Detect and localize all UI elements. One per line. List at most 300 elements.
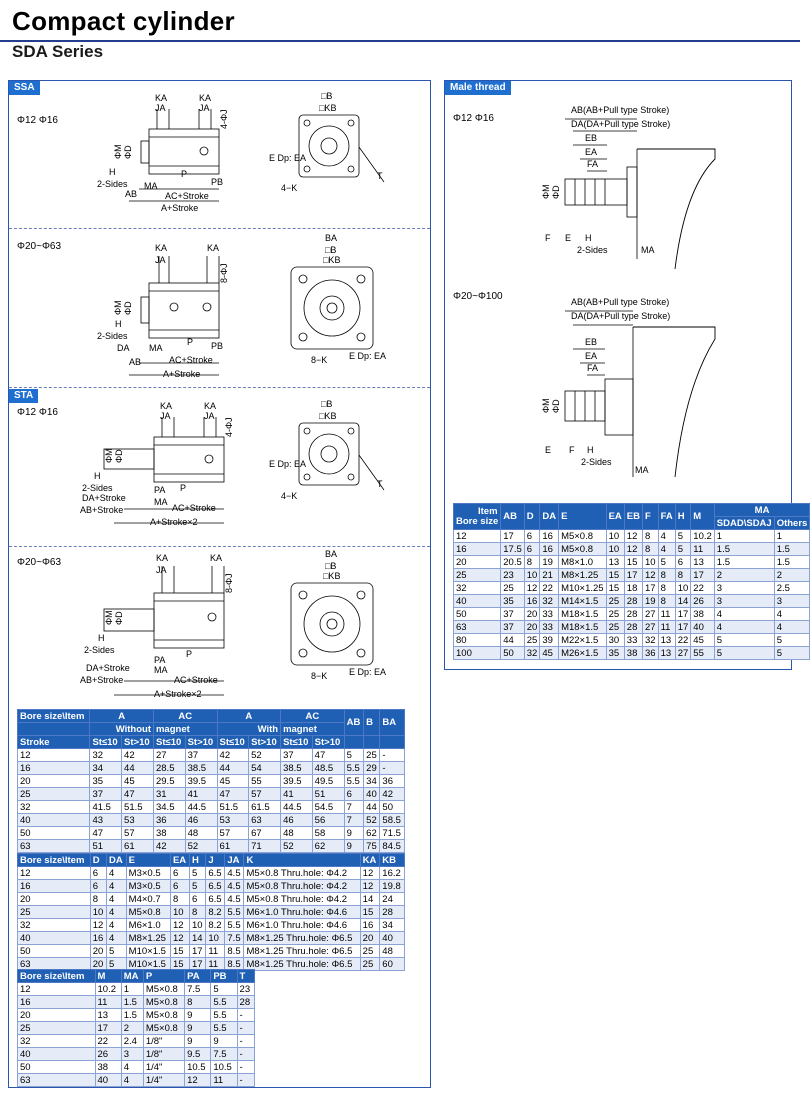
t3-header: MA	[121, 970, 143, 983]
tm-cell: 3	[774, 595, 810, 608]
t3-cell: 1	[121, 983, 143, 996]
t3-cell: 7.5	[185, 983, 211, 996]
t1-h-ac2: AC	[281, 710, 345, 723]
t2-cell: 8	[190, 906, 206, 919]
tm-cell: 25	[606, 595, 624, 608]
tm-cell: 3	[714, 582, 774, 595]
t1-h-magnet2: magnet	[281, 723, 345, 736]
t1-cell: 63	[249, 814, 281, 827]
svg-text:□B: □B	[321, 399, 333, 409]
tm-cell: 6	[524, 543, 540, 556]
svg-text:H: H	[109, 167, 116, 177]
t2-cell: 6.5	[206, 893, 225, 906]
tm-cell: 2	[714, 569, 774, 582]
t2-cell: 25	[360, 945, 380, 958]
tm-cell: 28	[624, 621, 642, 634]
t2-cell: 15	[360, 906, 380, 919]
tm-cell: 8	[524, 556, 540, 569]
svg-text:MA: MA	[635, 465, 649, 475]
t2-cell: 16.2	[380, 867, 405, 880]
t1-cell: 45	[217, 775, 249, 788]
t3-cell: M5×0.8	[143, 996, 184, 1009]
svg-text:T: T	[377, 479, 383, 489]
t1-cell: 58	[312, 827, 344, 840]
bore-label-male-small: Φ12 Φ16	[453, 113, 494, 124]
tm-cell: 40	[691, 621, 715, 634]
t3-header: PB	[211, 970, 237, 983]
tm-h-f: F	[643, 504, 659, 530]
t2-cell: 15	[170, 945, 189, 958]
t3-cell: -	[237, 1035, 254, 1048]
svg-text:2-Sides: 2-Sides	[577, 245, 608, 255]
svg-text:ΦM: ΦM	[104, 448, 114, 463]
table-row	[454, 621, 810, 634]
t1-cell: 39.5	[185, 775, 217, 788]
tm-cell: 13	[658, 647, 675, 660]
t1-h-ab: AB	[344, 710, 364, 736]
t2-cell: 40	[18, 932, 91, 945]
t1-h-with: With	[217, 723, 281, 736]
svg-text:KA: KA	[199, 93, 212, 103]
tm-cell: 5	[774, 647, 810, 660]
tm-cell: 8	[643, 530, 659, 543]
svg-text:□KB: □KB	[323, 255, 341, 265]
svg-text:A+Stroke: A+Stroke	[161, 203, 199, 213]
svg-text:□B: □B	[321, 91, 333, 101]
tm-cell: 25	[524, 634, 540, 647]
t1-cell: 46	[185, 814, 217, 827]
t1-cell: 67	[249, 827, 281, 840]
dimension-table-c	[17, 969, 255, 1087]
svg-text:AC+Stroke: AC+Stroke	[165, 191, 209, 201]
tm-cell: 8	[658, 595, 675, 608]
t1-cell: 29	[364, 762, 380, 775]
tm-cell: 14	[675, 595, 691, 608]
t3-cell: M5×0.8	[143, 983, 184, 996]
t2-cell: 15	[170, 958, 189, 971]
tm-cell: 50	[501, 647, 525, 660]
tm-cell: 39	[540, 634, 559, 647]
t1-cell: 27	[153, 749, 185, 762]
t2-cell: 4	[107, 919, 127, 932]
t3-cell: 10.5	[185, 1061, 211, 1074]
tm-cell: 44	[501, 634, 525, 647]
tm-cell: 25	[501, 582, 525, 595]
t1-cell: 16	[18, 762, 90, 775]
tm-cell: 16	[524, 595, 540, 608]
t3-header: T	[237, 970, 254, 983]
table-row	[18, 762, 405, 775]
t2-cell: M8×1.25 Thru.hole: Φ6.5	[244, 932, 360, 945]
dimension-table-a	[17, 709, 405, 853]
t2-header: Bore size\Item	[18, 854, 91, 867]
svg-text:FA: FA	[587, 363, 599, 373]
t2-cell: 10	[170, 906, 189, 919]
t3-cell: 7.5	[211, 1048, 237, 1061]
svg-text:DA+Stroke: DA+Stroke	[82, 493, 126, 503]
t2-cell: 5	[107, 958, 127, 971]
tm-cell: 1	[774, 530, 810, 543]
tm-cell: 12	[624, 543, 642, 556]
t1-cell: 41	[281, 788, 313, 801]
svg-text:A+Stroke×2: A+Stroke×2	[154, 689, 202, 699]
svg-text:ΦD: ΦD	[123, 301, 133, 315]
t2-cell: 40	[380, 932, 405, 945]
tm-cell: 15	[624, 556, 642, 569]
t2-cell: 10	[190, 919, 206, 932]
t2-cell: 14	[360, 893, 380, 906]
tm-h-item	[454, 504, 501, 530]
svg-text:KA: KA	[204, 401, 217, 411]
t2-cell: 5	[190, 867, 206, 880]
t1-cell: 5	[344, 749, 364, 762]
tm-cell: 19	[540, 556, 559, 569]
tm-cell: 33	[540, 621, 559, 634]
t1-cell: 20	[18, 775, 90, 788]
table-row	[18, 814, 405, 827]
tm-h-da: DA	[540, 504, 559, 530]
svg-text:DA(DA+Pull type Stroke): DA(DA+Pull type Stroke)	[571, 119, 671, 129]
t2-cell: 19.8	[380, 880, 405, 893]
t3-cell: 16	[18, 996, 96, 1009]
t1-cell: 42	[122, 749, 154, 762]
t2-cell: 20	[18, 893, 91, 906]
svg-text:2-Sides: 2-Sides	[82, 483, 113, 493]
t1-cell: 44.5	[185, 801, 217, 814]
t1-h-magnet: magnet	[153, 723, 217, 736]
t3-cell: 1/4"	[143, 1061, 184, 1074]
t1-cell: 36	[153, 814, 185, 827]
table-row	[454, 543, 810, 556]
t1-h-without: Without	[90, 723, 154, 736]
tm-cell: 27	[643, 621, 659, 634]
table-row	[454, 608, 810, 621]
bore-label-ssa-small: Φ12 Φ16	[17, 115, 58, 126]
svg-text:DA: DA	[117, 343, 130, 353]
ssa-large-front-view	[269, 231, 419, 371]
t2-cell: 6.5	[206, 867, 225, 880]
t2-cell: 8.5	[225, 945, 244, 958]
t1-cell: 52	[185, 840, 217, 853]
tm-cell: 8	[643, 543, 659, 556]
t1-cell: 57	[122, 827, 154, 840]
t3-cell: 10.2	[95, 983, 121, 996]
svg-text:8−K: 8−K	[311, 355, 328, 365]
tm-cell: 27	[643, 608, 659, 621]
svg-text:KA: KA	[155, 243, 168, 253]
divider-1	[9, 228, 430, 229]
divider-2	[9, 387, 430, 388]
svg-text:JA: JA	[155, 255, 166, 265]
svg-text:KA: KA	[160, 401, 173, 411]
svg-text:□KB: □KB	[319, 411, 337, 421]
tm-cell: 1	[714, 530, 774, 543]
t1-blank	[364, 736, 380, 749]
t3-cell: 38	[95, 1061, 121, 1074]
tm-cell: 17	[675, 608, 691, 621]
t3-cell: M5×0.8	[143, 1022, 184, 1035]
t2-cell: 6.5	[206, 880, 225, 893]
t2-cell: 6	[170, 880, 189, 893]
t2-cell: 12	[360, 880, 380, 893]
t1-stroke-sub: St>10	[312, 736, 344, 749]
t2-cell: M3×0.5	[126, 880, 170, 893]
svg-text:AB: AB	[129, 357, 142, 367]
t2-cell: 8.5	[225, 958, 244, 971]
t1-cell: 9	[344, 827, 364, 840]
svg-text:PB: PB	[211, 341, 224, 351]
tm-h-item-label: Item	[478, 505, 498, 517]
svg-text:DA+Stroke: DA+Stroke	[86, 663, 130, 673]
tm-cell: 30	[606, 634, 624, 647]
t2-cell: M8×1.25 Thru.hole: Φ6.5	[244, 945, 360, 958]
tm-h-bore-label: Bore size	[456, 515, 499, 527]
t2-header: EA	[170, 854, 189, 867]
t2-cell: 24	[380, 893, 405, 906]
t1-blank	[380, 736, 405, 749]
t1-h-bore: Bore size\Item	[18, 710, 90, 723]
t1-cell: 9	[344, 840, 364, 853]
svg-text:4-ΦJ: 4-ΦJ	[224, 417, 234, 437]
t3-cell: 2	[121, 1022, 143, 1035]
t1-stroke-sub: St>10	[249, 736, 281, 749]
tm-cell: 32	[643, 634, 659, 647]
t1-cell: 43	[90, 814, 122, 827]
svg-text:E: E	[545, 445, 552, 455]
t1-cell: 75	[364, 840, 380, 853]
t3-cell: 1.5	[121, 1009, 143, 1022]
t3-cell: 12	[185, 1074, 211, 1087]
bore-label-male-large: Φ20~Φ100	[453, 291, 503, 302]
svg-text:AB+Stroke: AB+Stroke	[80, 505, 124, 515]
t1-cell: 51	[90, 840, 122, 853]
t1-cell: 61	[122, 840, 154, 853]
table-row	[18, 1061, 255, 1074]
t1-cell: 7	[344, 801, 364, 814]
tm-h-ea: EA	[606, 504, 624, 530]
t1-cell: 47	[90, 827, 122, 840]
t2-cell: 5	[107, 945, 127, 958]
t1-cell: 49.5	[312, 775, 344, 788]
table-row	[18, 1074, 255, 1087]
svg-text:2-Sides: 2-Sides	[84, 645, 115, 655]
t1-cell: 48	[185, 827, 217, 840]
table-row	[18, 867, 405, 880]
tm-cell: 80	[454, 634, 501, 647]
t1-stroke-header: Stroke	[18, 736, 90, 749]
tm-cell: 28	[624, 595, 642, 608]
svg-text:KA: KA	[155, 93, 168, 103]
tm-cell: 22	[691, 582, 715, 595]
t2-cell: 4	[107, 906, 127, 919]
t1-cell: 5.5	[344, 762, 364, 775]
t2-cell: 4.5	[225, 867, 244, 880]
left-panel	[8, 80, 431, 1088]
tm-cell: 11	[658, 621, 675, 634]
svg-text:2-Sides: 2-Sides	[97, 179, 128, 189]
t1-cell: 6	[344, 788, 364, 801]
t1-cell: 25	[364, 749, 380, 762]
svg-text:MA: MA	[154, 665, 168, 675]
t2-cell: 10	[206, 932, 225, 945]
svg-text:AB: AB	[125, 189, 138, 199]
tm-cell: 25	[606, 621, 624, 634]
tm-cell: 4	[658, 543, 675, 556]
table-row	[454, 634, 810, 647]
tm-cell: 27	[675, 647, 691, 660]
tm-cell: 22	[675, 634, 691, 647]
t2-cell: 12	[18, 867, 91, 880]
tm-cell: 16	[540, 530, 559, 543]
tm-cell: 21	[540, 569, 559, 582]
t1-cell: 61	[217, 840, 249, 853]
tm-cell: M14×1.5	[559, 595, 607, 608]
tm-cell: 23	[501, 569, 525, 582]
tm-cell: 15	[606, 582, 624, 595]
table-row	[18, 983, 255, 996]
svg-text:ΦM: ΦM	[113, 300, 123, 315]
t1-cell: 51.5	[217, 801, 249, 814]
t1-cell: 45	[122, 775, 154, 788]
tm-cell: 8	[658, 569, 675, 582]
t2-cell: 28	[380, 906, 405, 919]
tm-cell: 11	[658, 608, 675, 621]
table-row	[18, 840, 405, 853]
t3-cell: M5×0.8	[143, 1009, 184, 1022]
tm-cell: 55	[691, 647, 715, 660]
table-row	[18, 996, 255, 1009]
t2-cell: 63	[18, 958, 91, 971]
t1-cell: -	[380, 762, 405, 775]
table-row	[18, 906, 405, 919]
tm-cell: 16	[540, 543, 559, 556]
tm-cell: 10.2	[691, 530, 715, 543]
t1-cell: 37	[90, 788, 122, 801]
tm-cell: 5	[714, 647, 774, 660]
t1-cell: 34.5	[153, 801, 185, 814]
t2-cell: 6	[90, 880, 106, 893]
t1-cell: 42	[153, 840, 185, 853]
t3-cell: 1/8"	[143, 1048, 184, 1061]
sta-large-front-view	[269, 547, 419, 687]
t1-h-a: A	[90, 710, 154, 723]
t2-cell: 8	[90, 893, 106, 906]
t1-cell: 38.5	[281, 762, 313, 775]
t3-cell: 9	[185, 1009, 211, 1022]
t2-cell: 4.5	[225, 880, 244, 893]
t1-cell: 25	[18, 788, 90, 801]
t2-cell: M10×1.5	[126, 945, 170, 958]
t1-cell: 40	[18, 814, 90, 827]
svg-text:EA: EA	[585, 147, 598, 157]
table-row	[18, 880, 405, 893]
t1-cell: 12	[18, 749, 90, 762]
tm-cell: M18×1.5	[559, 608, 607, 621]
svg-text:P: P	[181, 169, 188, 179]
tm-cell: 17	[624, 569, 642, 582]
t3-cell: 2.4	[121, 1035, 143, 1048]
tm-cell: 1.5	[774, 543, 810, 556]
t1-cell: 54.5	[312, 801, 344, 814]
svg-text:□B: □B	[325, 561, 337, 571]
t1-stroke-sub: St≤10	[281, 736, 313, 749]
right-panel	[444, 80, 808, 670]
t1-cell: 44	[364, 801, 380, 814]
tag-male-thread: Male thread	[445, 81, 511, 95]
t1-cell: 52	[281, 840, 313, 853]
tm-cell: 19	[643, 595, 659, 608]
t1-cell: 5.5	[344, 775, 364, 788]
t3-cell: 13	[95, 1009, 121, 1022]
svg-text:F: F	[569, 445, 575, 455]
svg-text:4-ΦJ: 4-ΦJ	[219, 109, 229, 129]
t2-cell: 12	[170, 919, 189, 932]
svg-text:E Dp: EA: E Dp: EA	[349, 667, 387, 677]
t2-cell: 4	[107, 893, 127, 906]
t2-cell: M5×0.8 Thru.hole: Φ4.2	[244, 880, 360, 893]
tm-cell: M26×1.5	[559, 647, 607, 660]
t1-cell: 38	[153, 827, 185, 840]
svg-text:EB: EB	[585, 337, 598, 347]
svg-text:P: P	[186, 649, 193, 659]
t1-stroke-sub: St≤10	[153, 736, 185, 749]
t2-cell: 8.2	[206, 919, 225, 932]
svg-text:FA: FA	[587, 159, 599, 169]
tm-cell: 37	[501, 621, 525, 634]
t1-cell: 40	[364, 788, 380, 801]
t3-cell: 3	[121, 1048, 143, 1061]
t3-cell: 50	[18, 1061, 96, 1074]
svg-text:AC+Stroke: AC+Stroke	[172, 503, 216, 513]
t2-header: H	[190, 854, 206, 867]
t3-cell: 11	[211, 1074, 237, 1087]
tm-cell: 1.5	[714, 556, 774, 569]
table-row	[18, 801, 405, 814]
svg-text:H: H	[94, 471, 101, 481]
t2-cell: 8.2	[206, 906, 225, 919]
t3-cell: 5	[211, 983, 237, 996]
tm-cell: 35	[606, 647, 624, 660]
t1-cell: 55	[249, 775, 281, 788]
tm-cell: 6	[524, 530, 540, 543]
t1-cell: 38.5	[185, 762, 217, 775]
t3-cell: 25	[18, 1022, 96, 1035]
t3-cell: 5.5	[211, 1022, 237, 1035]
t1-cell: 51	[312, 788, 344, 801]
t3-header: PA	[185, 970, 211, 983]
t1-cell: 71	[249, 840, 281, 853]
t3-cell: 63	[18, 1074, 96, 1087]
table-row	[18, 945, 405, 958]
tm-cell: 17.5	[501, 543, 525, 556]
svg-text:H: H	[115, 319, 122, 329]
table-row	[18, 749, 405, 762]
male-thread-large-view	[505, 287, 785, 487]
tm-cell: 17	[691, 569, 715, 582]
tm-cell: 5	[714, 634, 774, 647]
t3-cell: 17	[95, 1022, 121, 1035]
t2-cell: 6	[90, 867, 106, 880]
svg-text:A+Stroke×2: A+Stroke×2	[150, 517, 198, 527]
tm-cell: M8×1.25	[559, 569, 607, 582]
tm-cell: 38	[624, 647, 642, 660]
t3-cell: 9	[211, 1035, 237, 1048]
t2-cell: 60	[380, 958, 405, 971]
svg-text:E Dp: EA: E Dp: EA	[349, 351, 387, 361]
t1-stroke-sub: St>10	[185, 736, 217, 749]
svg-text:□KB: □KB	[323, 571, 341, 581]
tm-cell: 20	[454, 556, 501, 569]
